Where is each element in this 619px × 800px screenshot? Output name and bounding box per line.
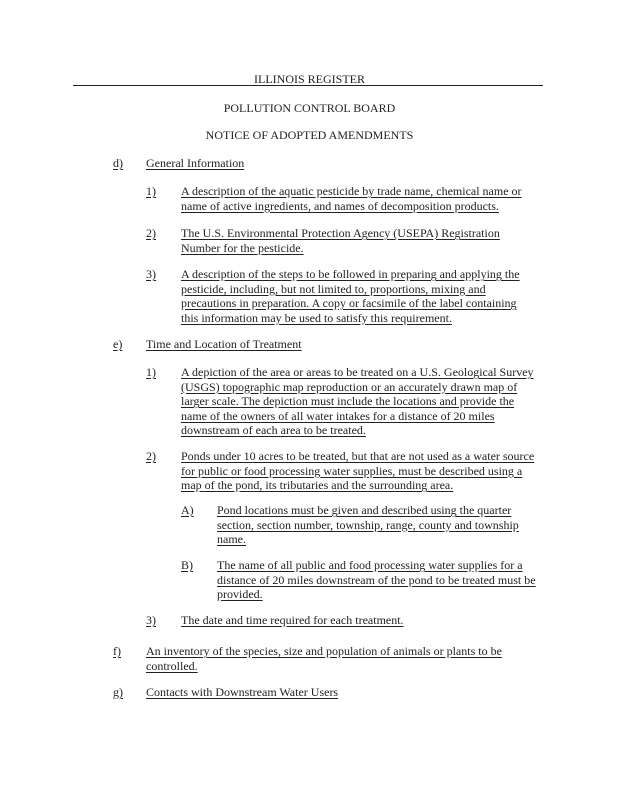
section-e-item-2-sub-b-label: B)	[181, 558, 193, 572]
text-line: A description of the steps to be followed in preparing and applying the	[181, 267, 520, 281]
text-line: Number for the pesticide.	[181, 240, 304, 255]
text-line: for public or food processing water supplies, must be described using a	[181, 463, 523, 478]
text-line: name.	[217, 532, 246, 546]
section-e-item-3-label: 3)	[146, 613, 156, 627]
text-line: A depiction of the area or areas to be treated on a U.S. Geological Survey	[181, 365, 534, 379]
text-line: The U.S. Environmental Protection Agency (USEPA) Registration	[181, 226, 500, 240]
text-line: A description of the aquatic pesticide by trade name, chemical name or	[181, 184, 522, 198]
section-f-text	[146, 644, 502, 673]
text-line: name of active ingredients, and names of decomposition products.	[181, 198, 499, 213]
text-line: pesticide, including, but not limited to, proportions, mixing and	[181, 281, 486, 296]
text-line: The date and time required for each treatment.	[181, 613, 404, 627]
section-d-label: d)	[113, 156, 123, 170]
section-g-label: g)	[113, 685, 123, 699]
agency-name: POLLUTION CONTROL BOARD	[223, 101, 396, 115]
section-d-item-1-text	[181, 184, 522, 213]
section-d-item-3-label: 3)	[146, 267, 156, 281]
section-d-item-1-label: 1)	[146, 184, 156, 198]
section-d-item-2-text	[181, 226, 500, 255]
section-d-item-3-text	[181, 267, 520, 325]
text-line: Pond locations must be given and described using the quarter	[217, 503, 512, 517]
section-d-title: General Information	[146, 156, 245, 170]
text-line: map of the pond, its tributaries and the surrounding area.	[181, 478, 454, 492]
section-e-title: Time and Location of Treatment	[146, 337, 302, 351]
section-e-item-2-sub-a-text	[217, 503, 519, 547]
text-line: provided.	[217, 587, 263, 601]
section-e-item-2-sub-a-label: A)	[181, 503, 194, 517]
text-line: larger scale. The depiction must include the locations and provide the	[181, 394, 515, 408]
text-line: The name of all public and food processing water supplies for a	[217, 558, 523, 572]
text-line: Ponds under 10 acres to be treated, but that are not used as a water source	[181, 449, 535, 463]
text-line: section, section number, township, range, county and township	[217, 517, 519, 532]
text-line: precautions in preparation. A copy or facsimile of the label containing	[181, 296, 517, 310]
text-line: (USGS) topographic map reproduction or an accurately drawn map of	[181, 379, 518, 394]
text-line: controlled.	[146, 658, 198, 673]
register-title: ILLINOIS REGISTER	[254, 72, 365, 86]
text-line: An inventory of the species, size and population of animals or plants to be	[146, 644, 502, 658]
section-e-label: e)	[113, 337, 123, 351]
section-e-item-1-label: 1)	[146, 365, 156, 379]
text-line: this information may be used to satisfy this requirement.	[181, 310, 452, 325]
section-e-item-2-sub-b-text	[217, 558, 536, 602]
section-e-item-2-text	[181, 449, 534, 493]
section-g-title: Contacts with Downstream Water Users	[146, 685, 339, 699]
text-line: distance of 20 miles downstream of the pond to be treated must be	[217, 572, 536, 587]
section-e-item-1-text	[181, 365, 534, 438]
text-line: downstream of each area to be treated.	[181, 423, 366, 437]
notice-title: NOTICE OF ADOPTED AMENDMENTS	[205, 128, 414, 142]
section-f-label: f)	[113, 644, 121, 658]
section-e-item-3-text	[181, 613, 404, 628]
text-line: name of the owners of all water intakes for a distance of 20 miles	[181, 408, 495, 423]
section-d-item-2-label: 2)	[146, 226, 156, 240]
section-e-item-2-label: 2)	[146, 449, 156, 463]
header-divider	[73, 85, 543, 86]
